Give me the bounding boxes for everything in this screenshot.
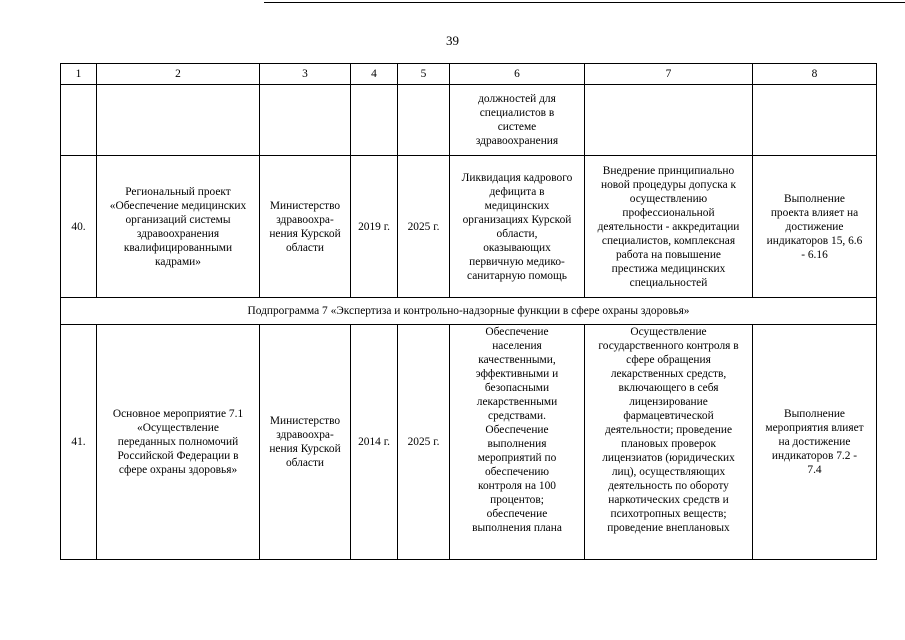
header-col-8: 8 xyxy=(753,64,877,85)
cell-result-continued: должностей для специалистов в системе здравоохранения xyxy=(450,85,585,156)
subprogram-title: Подпрограмма 7 «Экспертиза и контрольно-надзорные функции в сфере охраны здоровья» xyxy=(61,298,877,325)
executor: Министерство здравоохра- нения Курской области xyxy=(260,156,351,298)
cell-empty xyxy=(585,85,753,156)
cell-empty xyxy=(260,85,351,156)
top-rule xyxy=(264,2,905,3)
table-header-row xyxy=(61,64,877,85)
header-col-3: 3 xyxy=(260,64,351,85)
cell-empty xyxy=(61,85,97,156)
measure-name: Основное мероприятие 7.1 «Осуществление переданных полномочий Российской Федерации в сфере охраны здоровья» xyxy=(97,325,260,560)
expected-result: Ликвидация кадрового дефицита в медицинских организациях Курской области, оказывающих первичную медико- санитарную помощь xyxy=(450,156,585,298)
measure-name: Региональный проект «Обеспечение медицинских организаций системы здравоохранения квалифицированными кадрами» xyxy=(97,156,260,298)
header-col-6: 6 xyxy=(450,64,585,85)
start-year: 2019 г. xyxy=(351,156,398,298)
subprogram-row xyxy=(61,298,877,325)
row-number: 41. xyxy=(61,325,97,560)
row-number: 40. xyxy=(61,156,97,298)
executor: Министерство здравоохра- нения Курской области xyxy=(260,325,351,560)
cell-empty xyxy=(97,85,260,156)
main-directions: Осуществление государственного контроля в сфере обращения лекарственных средств, включающего в себя лицензирование фармацевтической деятельности; проведение плановых проверок лицензиатов (юридических лиц), осуществляющих деятельность по обороту наркотических средств и психотропных веществ; проведение внеплановых xyxy=(598,326,739,534)
header-col-2: 2 xyxy=(97,64,260,85)
expected-result-cell xyxy=(450,325,585,560)
page-number: 39 xyxy=(446,33,459,48)
cell-empty xyxy=(351,85,398,156)
table-row-continued xyxy=(61,85,877,156)
indicator-link: Выполнение проекта влияет на достижение индикаторов 15, 6.6 - 6.16 xyxy=(753,156,877,298)
end-year: 2025 г. xyxy=(398,156,450,298)
header-col-4: 4 xyxy=(351,64,398,85)
header-col-1: 1 xyxy=(61,64,97,85)
main-directions-cell xyxy=(585,325,753,560)
expected-result: Обеспечение населения качественными, эффективными и безопасными лекарственными средствами. Обеспечение выполнения мероприятий по обеспечению контроля на 100 процентов; обеспечение выполнения плана xyxy=(472,326,562,534)
table-row-40 xyxy=(61,156,877,298)
indicator-link: Выполнение мероприятия влияет на достижение индикаторов 7.2 - 7.4 xyxy=(753,325,877,560)
program-table xyxy=(60,63,877,560)
table-row-41 xyxy=(61,325,877,560)
cell-empty xyxy=(398,85,450,156)
end-year: 2025 г. xyxy=(398,325,450,560)
main-directions: Внедрение принципиально новой процедуры допуска к осуществлению профессиональной деятельности - аккредитации специалистов, комплексная работа на повышение престижа медицинских специальностей xyxy=(585,156,753,298)
header-col-7: 7 xyxy=(585,64,753,85)
header-col-5: 5 xyxy=(398,64,450,85)
start-year: 2014 г. xyxy=(351,325,398,560)
cell-empty xyxy=(753,85,877,156)
